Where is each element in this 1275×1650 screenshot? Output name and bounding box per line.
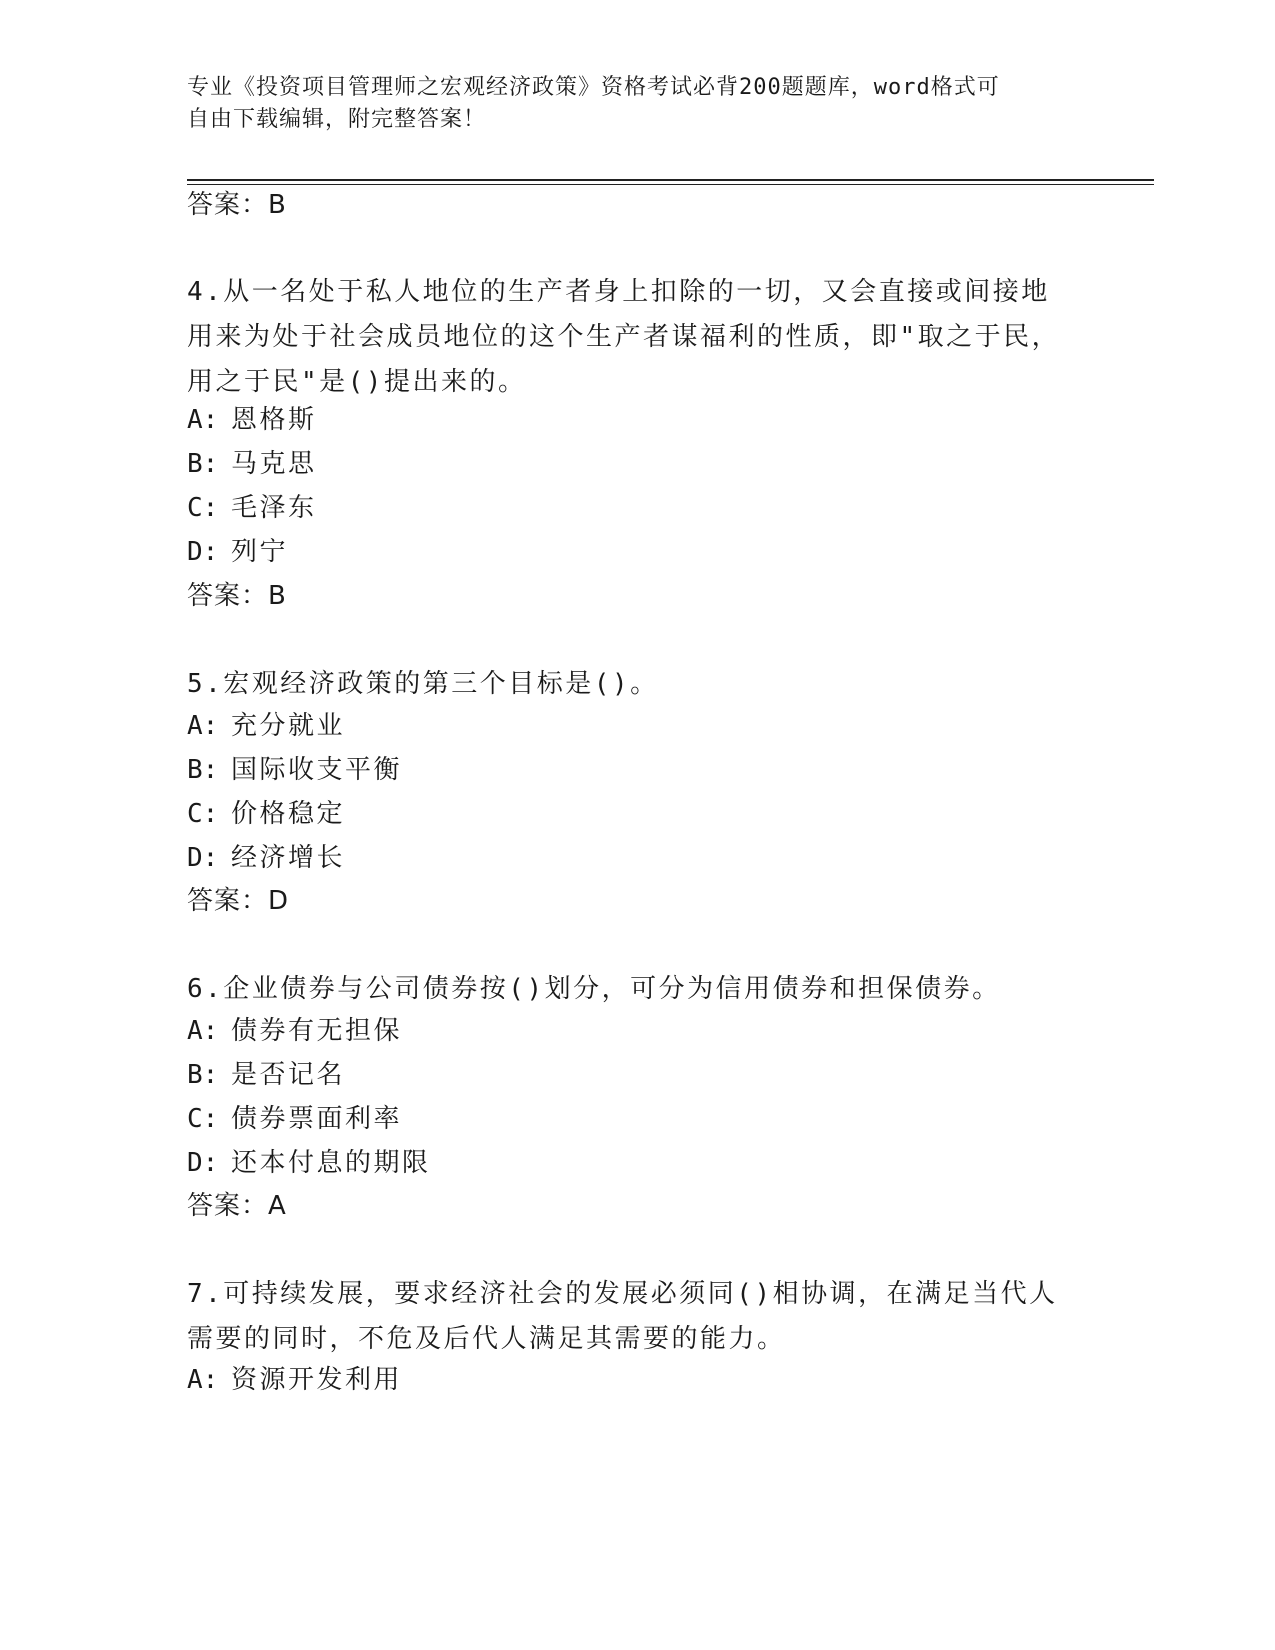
option-text: 债券票面利率 — [231, 1104, 403, 1134]
option-label: A: — [187, 1016, 219, 1046]
option-label: C: — [187, 493, 219, 523]
question-6-answer: 答案：A — [187, 1191, 287, 1221]
question-4-option-b — [187, 446, 317, 482]
option-label: B: — [187, 1060, 219, 1090]
option-label: C: — [187, 799, 219, 829]
question-6-text: 6.企业债券与公司债券按()划分，可分为信用债券和担保债券。 — [187, 974, 1001, 1004]
header-rule-thick — [187, 179, 1154, 181]
question-4-option-c — [187, 490, 317, 526]
option-text: 债券有无担保 — [231, 1016, 403, 1046]
question-6-option-c — [187, 1101, 402, 1137]
question-6-option-b — [187, 1057, 345, 1093]
header-title-line2: 自由下载编辑，附完整答案！ — [187, 107, 487, 132]
header-title-line1: 专业《投资项目管理师之宏观经济政策》资格考试必背200题题库，word格式可 — [187, 75, 1000, 100]
document-header — [187, 72, 1087, 136]
option-text: 是否记名 — [231, 1060, 346, 1090]
previous-answer: 答案：B — [187, 190, 287, 220]
option-label: C: — [187, 1104, 219, 1134]
option-text: 经济增长 — [231, 843, 346, 873]
option-text: 还本付息的期限 — [231, 1148, 431, 1178]
question-5-answer: 答案：D — [187, 886, 290, 916]
option-label: A: — [187, 1365, 219, 1395]
option-text: 毛泽东 — [231, 493, 317, 523]
option-label: A: — [187, 711, 219, 741]
question-4-text: 4.从一名处于私人地位的生产者身上扣除的一切，又会直接或间接地用来为处于社会成员地位的这个生产者谋福利的性质，即"取之于民，用之于民"是()提出来的。 — [187, 277, 1061, 397]
header-rule-thin — [187, 184, 1154, 185]
option-text: 价格稳定 — [231, 799, 346, 829]
question-7-option-a — [187, 1362, 402, 1398]
option-label: D: — [187, 537, 219, 567]
option-label: D: — [187, 843, 219, 873]
question-4-answer: 答案：B — [187, 581, 287, 611]
question-7-text: 7.可持续发展，要求经济社会的发展必须同()相协调，在满足当代人需要的同时，不危及后代人满足其需要的能力。 — [187, 1279, 1058, 1354]
question-5-option-d — [187, 840, 345, 876]
question-5-option-c — [187, 796, 345, 832]
question-5-option-b — [187, 752, 402, 788]
question-5-text: 5.宏观经济政策的第三个目标是()。 — [187, 669, 659, 699]
option-label: B: — [187, 755, 219, 785]
question-6-option-a — [187, 1013, 402, 1049]
option-text: 充分就业 — [231, 711, 346, 741]
option-label: B: — [187, 449, 219, 479]
option-label: D: — [187, 1148, 219, 1178]
option-text: 恩格斯 — [231, 405, 317, 435]
question-4-option-d — [187, 534, 288, 570]
option-text: 马克思 — [231, 449, 317, 479]
question-6-option-d — [187, 1145, 431, 1181]
option-label: A: — [187, 405, 219, 435]
option-text: 资源开发利用 — [231, 1365, 403, 1395]
option-text: 国际收支平衡 — [231, 755, 403, 785]
question-5-option-a — [187, 708, 345, 744]
question-4-option-a — [187, 402, 317, 438]
option-text: 列宁 — [231, 537, 289, 567]
